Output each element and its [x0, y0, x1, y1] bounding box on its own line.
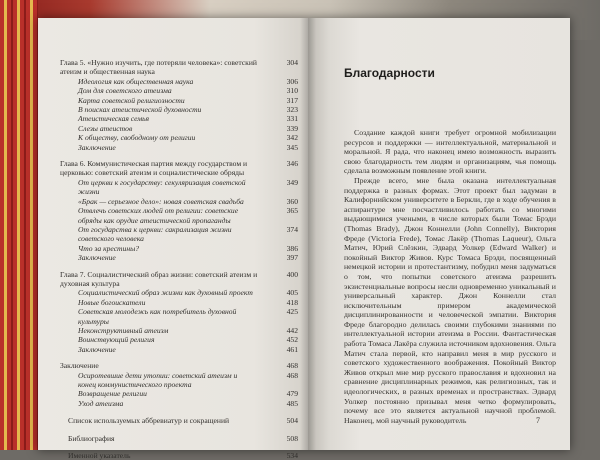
toc-abbreviations — [60, 416, 298, 425]
left-page — [38, 18, 308, 460]
toc-item — [60, 288, 298, 297]
book-gutter — [300, 18, 316, 450]
toc-item-label: В поисках атеистической духовности — [78, 105, 202, 115]
toc-chapter-title: Глава 5. «Нужно изучить, где потеряли человека»: советский атеизм и общественная наука — [60, 58, 257, 77]
toc-page-number: 485 — [286, 398, 298, 408]
toc-item — [60, 335, 298, 344]
toc-item-label: Отвлечь советских людей от религии: советские обряды как орудие атеистической пропаганды — [78, 206, 239, 225]
toc-page-number: 468 — [286, 370, 298, 380]
toc-page-number: 425 — [286, 307, 298, 317]
toc-page-number: 479 — [286, 389, 298, 399]
page-number: 7 — [536, 416, 540, 425]
toc-item — [60, 124, 298, 133]
toc-bibliography — [60, 434, 298, 443]
toc-page-number: 397 — [286, 253, 298, 263]
toc-item — [60, 77, 298, 86]
table-of-contents — [60, 58, 298, 460]
toc-item-label: Советская молодежь как потребитель духовной культуры — [78, 307, 237, 326]
toc-section-title: Библиография — [68, 433, 115, 443]
toc-chapter-title: Глава 6. Коммунистическая партия между государством и церковью: советский атеизм и социалистические обряды — [60, 159, 248, 178]
toc-item-label: Заключение — [78, 253, 116, 263]
toc-item-label: От церкви к государству: секуляризация советской жизни — [78, 177, 246, 197]
toc-item-label: Дом для советского атеизма — [78, 86, 172, 96]
toc-page-number: 339 — [286, 123, 298, 133]
toc-item-label: Осиротевшие дети утопии: советский атеизм и конец коммунистического проекта — [78, 370, 238, 389]
toc-page-number: 461 — [286, 344, 298, 354]
toc-page-number: 400 — [286, 269, 298, 279]
toc-page-number: 534 — [286, 451, 298, 460]
toc-item — [60, 298, 298, 307]
toc-page-number: 310 — [286, 86, 298, 96]
paragraph: Прежде всего, мне была оказана интеллектуальная поддержка в разных формах. Этот проект был задуман в Калифорнийском университете в Беркли, где в ходе обучения в аспирантуре мне посчастливилось работать со многими выдающимися учеными, в числе которых были Томас Брэди (Thomas Brady), Джон Коннелли (John Connelly), Виктория Фреде (Victoria Frede), Томас Лакёр (Thomas Laqueur), Ольга Матич, Юрий Слёзкин, Эдвард Уолкер (Edward Walker) и покойный Виктор Живов. Курс Томаса Брэди, посвященный немецкой истории и протестантизму, побудил меня задуматься о том, что попытки советского атеизма разрешить экзистенциальные вопросы несли одновременно уникальный и универсальный характер. Джон Коннелли стал исключительным примером академической дисциплинированности и человеческой эмпатии. Виктория Фреде благородно делилась своими глубокими знаниями по интеллектуальной истории атеизма в России. Фантастическая работа Томаса Лакёра служила источником вдохновения. Ольга Матич стала первой, кто направил меня в мир русского и советского художественного воображения. Покойный Виктор Живов открыл мне мир русского православия и вдохновил на сравнение дисциплинарных режимов, как религиозных, так и идеологических, в разных временах и пространствах. Эдвард Уолкер постоянно призывал меня четко формулировать, почему все это является актуальной научной проблемой. Наконец, мой научный руководитель — [344, 175, 556, 425]
toc-page-number: 418 — [286, 297, 298, 307]
toc-item-label: Заключение — [78, 344, 116, 354]
toc-item-label: Слезы атеистов — [78, 123, 133, 133]
toc-chapter-7 — [60, 270, 298, 289]
toc-item — [60, 178, 298, 197]
toc-item — [60, 345, 298, 354]
red-book-edge — [0, 0, 38, 450]
toc-item — [60, 399, 298, 408]
toc-page-number: 386 — [286, 243, 298, 253]
toc-page-number: 468 — [286, 361, 298, 371]
acknowledgements-text — [344, 128, 556, 425]
toc-item-label: Новые богоискатели — [78, 297, 146, 307]
toc-page-number: 342 — [286, 133, 298, 143]
toc-page-number: 346 — [286, 159, 298, 169]
toc-page-number: 304 — [286, 58, 298, 67]
toc-item — [60, 114, 298, 123]
toc-item-label: Что за крестины? — [78, 243, 140, 253]
toc-page-number: 360 — [286, 196, 298, 206]
toc-page-number: 323 — [286, 105, 298, 115]
toc-item — [60, 206, 298, 225]
toc-chapter-title: Глава 7. Социалистический образ жизни: советский атеизм и духовная культура — [60, 269, 258, 288]
paragraph: Создание каждой книги требует огромной мобилизации ресурсов и поддержки — интеллектуальной, материальной и моральной. Я рада, что наконец имею возможность выразить свою благодарность тем людям и организациям, чья помощь сделала возможным появление этой книги. — [344, 128, 556, 176]
toc-page-number: 442 — [286, 325, 298, 335]
toc-item-label: От государства к церкви: сакрализация жизни советского человека — [78, 224, 232, 244]
toc-item — [60, 371, 298, 390]
toc-page-number: 374 — [286, 224, 298, 234]
toc-item-label: «Брак — серьезное дело»: новая советская свадьба — [78, 196, 244, 206]
toc-item — [60, 105, 298, 114]
toc-item — [60, 326, 298, 335]
toc-item — [60, 307, 298, 326]
toc-page-number: 365 — [286, 206, 298, 216]
toc-item-label: Уход атеизма — [78, 398, 124, 408]
toc-index — [60, 451, 298, 460]
toc-item-label: Возвращение религии — [78, 389, 147, 399]
toc-conclusion — [60, 361, 298, 370]
toc-item — [60, 143, 298, 152]
toc-chapter-title: Заключение — [60, 361, 99, 371]
toc-page-number: 331 — [286, 114, 298, 124]
page-title: Благодарности — [344, 66, 435, 80]
toc-page-number: 452 — [286, 335, 298, 345]
toc-item — [60, 197, 298, 206]
toc-item-label: Социалистический образ жизни как духовный проект — [78, 288, 253, 298]
open-book — [38, 18, 570, 460]
toc-item-label: Атеистическая семья — [78, 114, 150, 124]
toc-item — [60, 133, 298, 142]
toc-item — [60, 225, 298, 244]
toc-item — [60, 86, 298, 95]
toc-page-number: 349 — [286, 177, 298, 187]
toc-page-number: 508 — [286, 433, 298, 443]
toc-item-label: Идеология как общественная наука — [78, 76, 194, 86]
toc-item — [60, 389, 298, 398]
toc-page-number: 317 — [286, 95, 298, 105]
toc-section-title: Список используемых аббревиатур и сокращений — [68, 416, 230, 426]
toc-chapter-5 — [60, 58, 298, 77]
toc-chapter-6 — [60, 159, 298, 178]
toc-item — [60, 96, 298, 105]
toc-item-label: Заключение — [78, 142, 116, 152]
toc-item-label: Воинствующий религия — [78, 335, 155, 345]
right-page — [308, 18, 570, 450]
toc-page-number: 405 — [286, 288, 298, 298]
toc-item-label: К обществу, свободному от религии — [78, 133, 196, 143]
toc-item-label: Неконструктивный атеизм — [78, 325, 169, 335]
toc-section-title: Именной указатель — [68, 451, 131, 460]
toc-item-label: Карта советской религиозности — [78, 95, 185, 105]
toc-page-number: 306 — [286, 76, 298, 86]
toc-page-number: 504 — [286, 416, 298, 426]
toc-page-number: 345 — [286, 142, 298, 152]
toc-item — [60, 244, 298, 253]
toc-item — [60, 253, 298, 262]
